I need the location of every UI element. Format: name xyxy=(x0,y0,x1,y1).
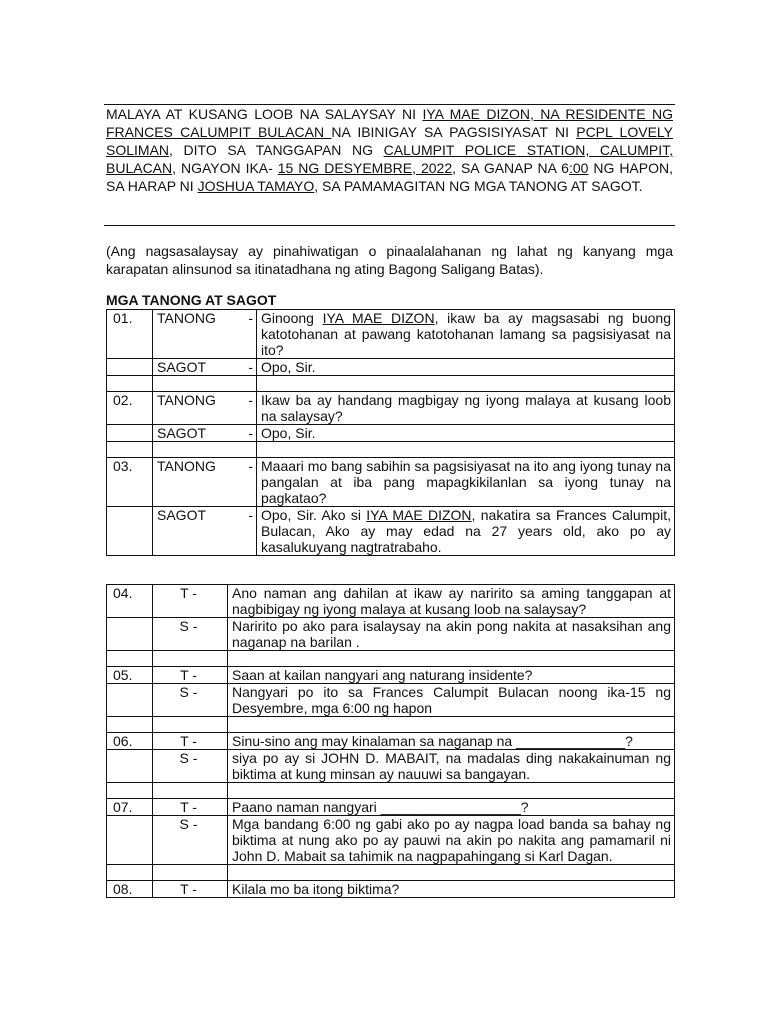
question-number: 07. xyxy=(107,799,153,816)
table-row xyxy=(107,310,675,359)
section-title: MGA TANONG AT SAGOT xyxy=(106,292,277,308)
spacer-row xyxy=(107,376,675,392)
tanong-label: TANONG xyxy=(157,458,216,474)
investigator-name: PCPL LOVELY SOLIMAN xyxy=(106,124,673,158)
dash: - xyxy=(248,359,253,375)
tanong-label: TANONG xyxy=(157,392,216,408)
question-text: Ikaw ba ay handang magbigay ng iyong malaya at kusang loob na salaysay? xyxy=(257,392,675,425)
sagot-label: SAGOT xyxy=(157,507,207,523)
table-row xyxy=(107,733,675,750)
statement-date: 15 NG DESYEMBRE, 2022 xyxy=(277,160,453,176)
answer-text: Mga bandang 6:00 ng gabi ako po ay nagpa load banda sa bahay ng biktima at nung ako po ay pauwi na akin po nakita ang pamamaril ni John D. Mabait sa tahimik na nagpapahingang si Karl Dagan. xyxy=(228,816,675,865)
table-row xyxy=(107,507,675,556)
answer-text: Opo, Sir. Ako si IYA MAE DIZON, nakatira sa Frances Calumpit, Bulacan, Ako ay may edad na 27 years old, ako po ay kasalukuyang nagtratrabaho. xyxy=(257,507,675,556)
table-row xyxy=(107,425,675,442)
declarant-name: IYA MAE DIZON, NA RESIDENTE NG FRANCES CALUMPIT BULACAN xyxy=(106,106,674,140)
table-row xyxy=(107,750,675,783)
qa-table-1 xyxy=(106,309,675,556)
dash: - xyxy=(248,507,253,523)
answer-text: siya po ay si JOHN D. MABAIT, na madalas ding nakakainuman ng biktima at kung minsan ay nauuwi sa bangayan. xyxy=(228,750,675,783)
question-text: Saan at kailan nangyari ang naturang insidente? xyxy=(228,667,675,684)
table-row xyxy=(107,684,675,717)
statement-time: :00 xyxy=(568,160,589,176)
question-text: Maaari mo bang sabihin sa pagsisiyasat na ito ang iyong tunay na pangalan at iba pang mapagkikilanlan sa iyong tunay na pagkatao? xyxy=(257,458,675,507)
witness-name: JOSHUA TAMAYO xyxy=(197,178,315,194)
spacer-row xyxy=(107,717,675,733)
answer-text: Opo, Sir. xyxy=(257,425,675,442)
spacer-row xyxy=(107,783,675,799)
table-row xyxy=(107,667,675,684)
question-number: 06. xyxy=(107,733,153,750)
table-row xyxy=(107,618,675,651)
answer-text: Naririto po ako para isalaysay na akin pong nakita at nasaksihan ang naganap na barilan . xyxy=(228,618,675,651)
table-row xyxy=(107,881,675,898)
table-row xyxy=(107,799,675,816)
qa-table-2 xyxy=(106,584,675,898)
dash: - xyxy=(248,425,253,441)
rights-note: (Ang nagsasalaysay ay pinahiwatigan o pinaalalahanan ng lahat ng kanyang mga karapatan alinsunod sa itinatadhana ng ating Bagong Saligang Batas). xyxy=(106,243,673,277)
t-label: T - xyxy=(153,733,228,750)
header-text: , SA PAMAMAGITAN NG MGA TANONG AT SAGOT. xyxy=(314,178,643,194)
header-text: , SA GANAP NA 6 xyxy=(452,160,569,176)
t-label: T - xyxy=(153,667,228,684)
s-label: S - xyxy=(153,684,228,717)
station-name: CALUMPIT POLICE STATION, CALUMPIT, BULACAN xyxy=(106,142,673,176)
question-text: Ano naman ang dahilan at ikaw ay naririto sa aming tanggapan at nagbibigay ng iyong malaya at kusang loob na salaysay? xyxy=(228,585,675,618)
spacer-row xyxy=(107,651,675,667)
header-text: MALAYA AT KUSANG LOOB NA SALAYSAY NI xyxy=(106,106,423,122)
header-text: , DITO SA TANGGAPAN NG xyxy=(169,142,384,158)
question-number: 03. xyxy=(107,458,153,507)
dash: - xyxy=(248,458,253,474)
answer-text: Opo, Sir. xyxy=(257,359,675,376)
statement-header xyxy=(106,105,673,195)
s-label: S - xyxy=(153,618,228,651)
question-number: 04. xyxy=(107,585,153,618)
question-text: Sinu-sino ang may kinalaman sa naganap na ______________? xyxy=(228,733,675,750)
sagot-label: SAGOT xyxy=(157,359,207,375)
answer-text: Nangyari po ito sa Frances Calumpit Bulacan noong ika-15 ng Desyembre, mga 6:00 ng hapon xyxy=(228,684,675,717)
question-text: Kilala mo ba itong biktima? xyxy=(228,881,675,898)
table-row xyxy=(107,392,675,425)
t-label: T - xyxy=(153,881,228,898)
table-row xyxy=(107,585,675,618)
bottom-rule xyxy=(104,225,675,226)
dash: - xyxy=(248,392,253,408)
table-row xyxy=(107,458,675,507)
question-number: 05. xyxy=(107,667,153,684)
header-text: NG HAPON, SA HARAP NI xyxy=(106,160,673,194)
table-row xyxy=(107,816,675,865)
declarant-name: IYA MAE DIZON xyxy=(366,507,472,523)
question-number: 08. xyxy=(107,881,153,898)
t-label: T - xyxy=(153,799,228,816)
table-row xyxy=(107,359,675,376)
spacer-row xyxy=(107,442,675,458)
question-text: Ginoong IYA MAE DIZON, ikaw ba ay magsasabi ng buong katotohanan at pawang katotohanan lamang sa pagsisiyasat na ito? xyxy=(257,310,675,359)
question-text: Paano naman nangyari __________________? xyxy=(228,799,675,816)
dash: - xyxy=(248,310,253,326)
question-number: 01. xyxy=(107,310,153,359)
s-label: S - xyxy=(153,816,228,865)
tanong-label: TANONG xyxy=(157,310,216,326)
spacer-row xyxy=(107,865,675,881)
s-label: S - xyxy=(153,750,228,783)
declarant-name: IYA MAE DIZON xyxy=(322,310,435,326)
t-label: T - xyxy=(153,585,228,618)
header-text: NA IBINIGAY SA PAGSISIYASAT NI xyxy=(331,124,577,140)
sagot-label: SAGOT xyxy=(157,425,207,441)
question-number: 02. xyxy=(107,392,153,425)
header-text: , NGAYON IKA- xyxy=(172,160,278,176)
